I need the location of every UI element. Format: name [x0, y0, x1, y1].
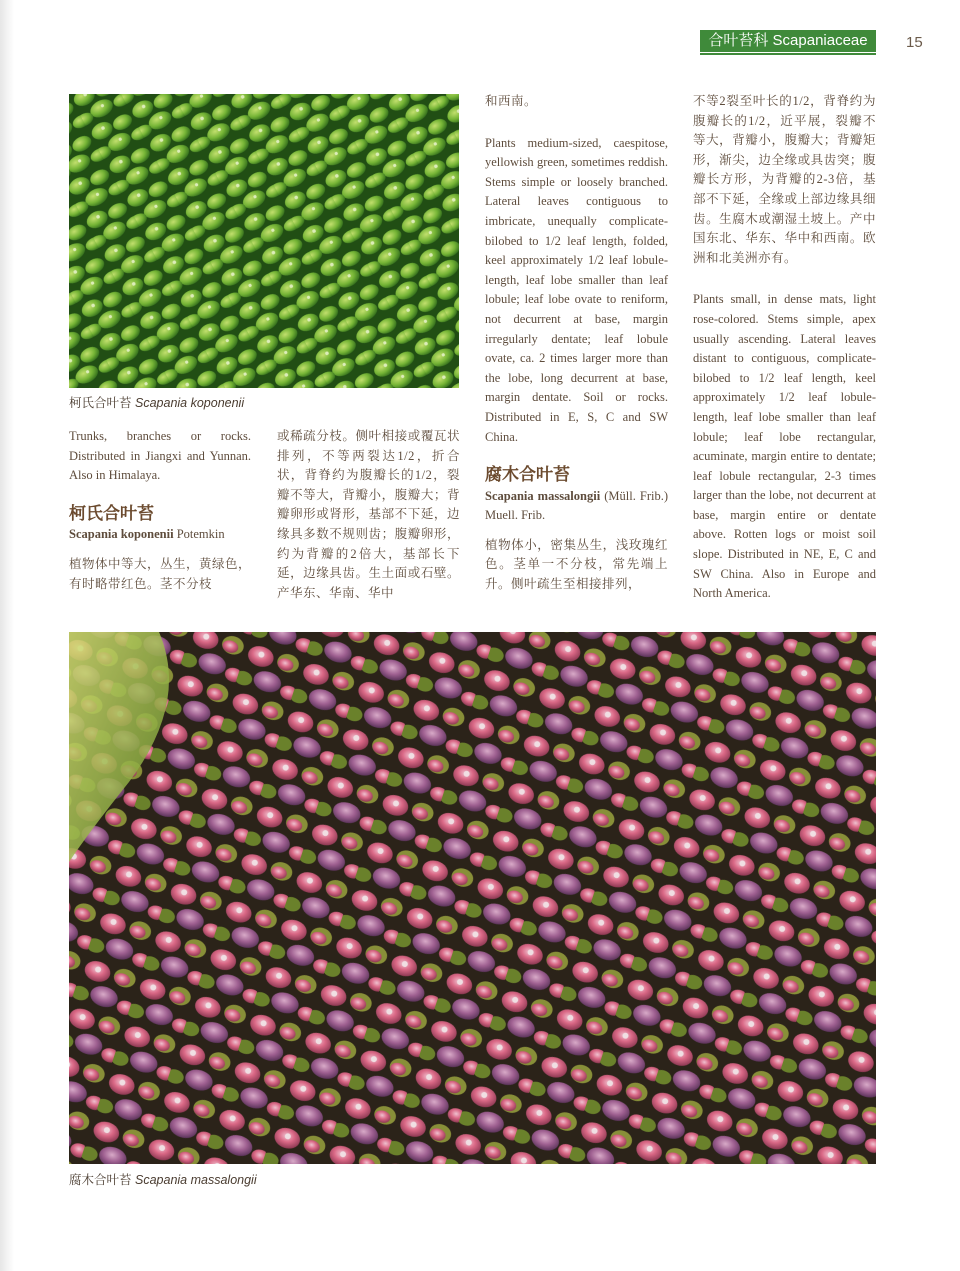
text-column-2 — [277, 427, 460, 617]
text-column-1 — [69, 427, 251, 608]
caption-photo1-la: Scapania koponenii — [135, 396, 245, 410]
caption-photo1 — [69, 393, 244, 411]
caption-photo1-cn: 柯氏合叶苔 — [69, 396, 132, 410]
page-number: 15 — [906, 34, 923, 51]
text-column-3 — [485, 92, 668, 609]
text-column-4 — [693, 92, 876, 618]
desc-zh-massalongii-start: 植物体小，密集丛生，浅玫瑰红色。茎单一不分枝，常先端上升。侧叶疏生至相接排列， — [485, 537, 668, 592]
species-author-koponenii: Potemkin — [176, 527, 225, 542]
desc-zh-koponenii-start: 植物体中等大，丛生，黄绿色，有时略带红色。茎不分枝 — [69, 556, 252, 591]
species-binomial-massalongii: Scapania massalongii — [485, 488, 601, 503]
caption-photo2-la: Scapania massalongii — [135, 1173, 257, 1187]
species-binomial-koponenii: Scapania koponenii — [69, 527, 174, 542]
page-gutter — [0, 0, 14, 1271]
moss-pink-image — [69, 632, 876, 1164]
moss-green-image — [69, 94, 459, 388]
species-title-la-koponenii — [69, 525, 251, 545]
desc-zh-koponenii-cont: 或稀疏分枝。侧叶相接或覆瓦状排列，不等两裂达1/2，折合状，背脊约为腹瓣长的1/2，裂瓣不等大，背瓣小，腹瓣大；背瓣卵形或肾形，基部不下延，边缘具多数不规则齿；腹瓣卵形，约为背瓣的2倍大，基部长下延，边缘具齿。生土面或石壁。产华东、华南、华中 — [277, 429, 460, 600]
desc-zh-koponenii-end: 和西南。 — [485, 94, 538, 108]
species-title-cn-massalongii: 腐木合叶苔 — [485, 465, 570, 485]
habitat-en-koponenii: Trunks, branches or rocks. Distributed in Jiangxi and Yunnan. Also in Himalaya. — [69, 429, 251, 483]
header-rule — [700, 53, 876, 55]
caption-photo2 — [69, 1170, 257, 1188]
desc-en-massalongii: Plants small, in dense mats, light rose-colored. Stems simple, apex usually ascending. Lateral leaves distant to contiguous, complicate-bilobed to 1/2 leaf length, keel approximately 1/2 leaf lobule-length, leaf lobe smaller than leaf lobule; leaf lobe rectangular, acuminate, margin entire to dentate; leaf lobule rectangular, 2-3 times larger than the lobe, not decurrent at base, margin entire or dentate above. Rotten logs or moist soil slope. Distributed in NE, E, C and SW China. Also in Europe and North America. — [693, 292, 876, 601]
photo-scapania-massalongii — [69, 632, 876, 1164]
species-title-cn-koponenii: 柯氏合叶苔 — [69, 503, 154, 523]
desc-zh-massalongii-cont: 不等2裂至叶长的1/2，背脊约为腹瓣长的1/2，近平展，裂瓣不等大，背瓣小，腹瓣大；背瓣矩形，渐尖，边全缘或具齿突；腹瓣长方形，为背瓣的2-3倍，基部不下延，全缘或上部边缘具细齿。生腐木或潮湿土坡上。产中国东北、华东、华中和西南。欧洲和北美洲亦有。 — [693, 94, 876, 265]
section-header: 合叶苔科 Scapaniaceae — [700, 30, 876, 52]
desc-en-koponenii: Plants medium-sized, caespitose, yellowish green, sometimes reddish. Stems simple or loosely branched. Lateral leaves contiguous to imbricate, unequally complicate-bilobed to 1/2 leaf length, folded, keel approximately 1/2 leaf lobule-length, leaf lobe smaller than leaf lobule; leaf lobe ovate to reniform, not decurrent at base, margin irregularly dentate; leaf lobule ovate, ca. 2 times larger more than the lobe, long decurrent at base, margin dentate. Soil or rocks. Distributed in E, S, C and SW China. — [485, 135, 668, 444]
caption-photo2-cn: 腐木合叶苔 — [69, 1173, 132, 1187]
species-title-la-massalongii — [485, 487, 668, 526]
species-author-massalongii: (Müll. Frib.) Muell. Frib. — [485, 488, 668, 523]
photo-scapania-koponenii — [69, 94, 459, 388]
